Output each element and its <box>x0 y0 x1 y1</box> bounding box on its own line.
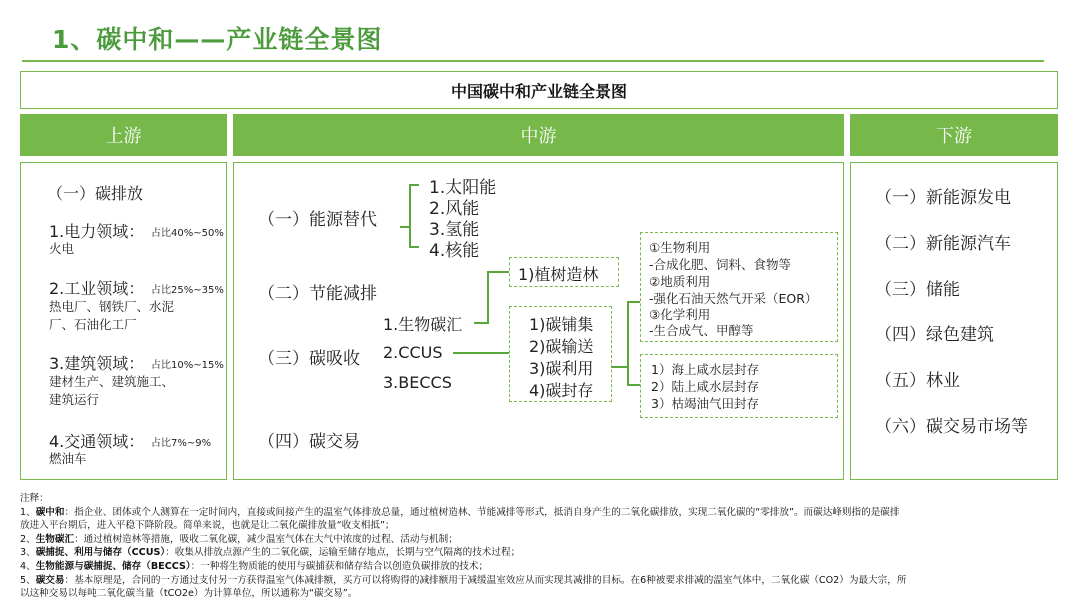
upstream-section-detail: 热电厂、钢铁厂、水泥 <box>49 299 175 314</box>
note-term: 碳中和 <box>35 506 65 518</box>
upstream-heading: （一）碳排放 <box>47 184 144 203</box>
note-row <box>20 560 1065 574</box>
midstream-category-energy: （一）能源替代 <box>258 210 377 230</box>
downstream-item: （五）林业 <box>875 371 960 391</box>
chain-title: 中国碳中和产业链全景图 <box>20 71 1058 109</box>
energy-item: 3.氢能 <box>429 220 480 240</box>
utilization-line: ①生物利用 <box>649 240 711 255</box>
connector-line <box>474 322 488 324</box>
title-divider <box>22 60 1044 62</box>
midstream-category-saving: （二）节能减排 <box>258 284 377 304</box>
page-title: 1、碳中和——产业链全景图 <box>52 25 383 54</box>
column-header-downstream: 下游 <box>850 114 1058 156</box>
note-row: 以这种交易以每吨二氧化碳当量（tCO2e）为计算单位，所以通称为“碳交易”。 <box>20 588 358 600</box>
utilization-line: -合成化肥、饲料、食物等 <box>649 257 792 272</box>
ccus-step: 4)碳封存 <box>529 381 594 400</box>
connector-line <box>409 246 419 248</box>
connector-line <box>487 271 489 324</box>
downstream-item: （四）绿色建筑 <box>875 325 994 345</box>
upstream-section-detail: 厂、石油化工厂 <box>49 317 137 332</box>
column-header-upstream: 上游 <box>20 114 227 156</box>
energy-item: 2.风能 <box>429 199 480 219</box>
column-header-midstream: 中游 <box>233 114 844 156</box>
utilization-box <box>640 232 838 342</box>
upstream-section-share: 占比25%~35% <box>151 285 224 296</box>
utilization-line: ②地质利用 <box>649 274 711 289</box>
upstream-section-detail: 火电 <box>49 241 75 256</box>
utilization-line: -强化石油天然气开采（EOR） <box>649 291 818 306</box>
upstream-section-title: 1.电力领域： <box>49 222 145 241</box>
absorption-item: 2.CCUS <box>383 343 443 362</box>
energy-item: 1.太阳能 <box>429 178 497 198</box>
downstream-item: （六）碳交易市场等 <box>875 417 1028 437</box>
utilization-line: -生合成气、甲醇等 <box>649 323 754 338</box>
note-text: ：通过植树造林等措施，吸收二氧化碳，减少温室气体在大气中浓度的过程、活动与机制； <box>74 533 458 545</box>
note-row <box>20 546 1065 560</box>
storage-line: 1）海上咸水层封存 <box>651 362 759 377</box>
note-row: 放进入平台期后，进入平稳下降阶段。简单来说，也就是让二氧化碳排放量“收支相抵”； <box>20 520 395 532</box>
downstream-panel <box>850 162 1058 480</box>
connector-line <box>627 384 640 386</box>
upstream-section-share: 占比40%~50% <box>151 228 224 239</box>
notes-section <box>20 492 1065 601</box>
upstream-section-title: 4.交通领域： <box>49 432 145 451</box>
storage-line: 2）陆上咸水层封存 <box>651 379 759 394</box>
connector-line <box>627 301 640 303</box>
note-index: 2、 <box>20 533 36 545</box>
midstream-category-trading: （四）碳交易 <box>258 432 360 452</box>
midstream-category-absorption: （三）碳吸收 <box>258 349 360 369</box>
energy-item: 4.核能 <box>429 241 480 261</box>
upstream-section-share: 占比10%~15% <box>151 360 224 371</box>
upstream-section-title: 2.工业领域： <box>49 279 145 298</box>
note-row <box>20 533 1065 547</box>
note-term: 碳捕捉、利用与储存（CCUS） <box>35 547 166 559</box>
upstream-panel <box>20 162 227 480</box>
note-text: ：基本原理是，合同的一方通过支付另一方获得温室气体减排额，买方可以将购得的减排额用于减缓温室效应从而实现其减排的目标。在6种被要求排减的温室气体中，二氧化碳（CO2）为最大宗，所 <box>64 574 907 586</box>
upstream-section-detail: 建筑运行 <box>49 392 100 407</box>
upstream-section-detail: 建材生产、建筑施工、 <box>49 374 175 389</box>
connector-line <box>627 301 629 386</box>
note-text: ：收集从排放点源产生的二氧化碳，运输至储存地点，长期与空气隔离的技术过程； <box>165 547 521 559</box>
connector-line <box>453 352 509 354</box>
downstream-item: （一）新能源发电 <box>875 188 1011 208</box>
absorption-item: 1.生物碳汇 <box>383 315 463 334</box>
upstream-section-title: 3.建筑领域： <box>49 354 145 373</box>
note-term: 生物碳汇 <box>35 533 75 545</box>
note-row <box>20 506 1065 520</box>
upstream-section-detail: 燃油车 <box>49 451 87 466</box>
note-row <box>20 574 1065 588</box>
storage-line: 3）枯竭油气田封存 <box>651 396 759 411</box>
connector-line <box>487 271 509 273</box>
downstream-item: （三）储能 <box>875 280 960 300</box>
downstream-item: （二）新能源汽车 <box>875 234 1011 254</box>
utilization-line: ③化学利用 <box>649 307 711 322</box>
note-text: ：一种将生物质能的使用与碳捕获和储存结合以创造负碳排放的技术； <box>190 560 489 572</box>
note-index: 5、 <box>20 574 36 586</box>
absorption-item: 3.BECCS <box>383 373 452 392</box>
connector-line <box>409 184 411 248</box>
notes-header: 注释： <box>20 493 49 504</box>
ccus-step: 1)碳铺集 <box>529 315 594 334</box>
upstream-section-share: 占比7%~9% <box>151 438 212 449</box>
note-term: 碳交易 <box>35 574 65 586</box>
connector-line <box>611 366 628 368</box>
note-index: 4、 <box>20 560 36 572</box>
ccus-step: 3)碳利用 <box>529 359 594 378</box>
afforestation-label: 1)植树造林 <box>518 265 599 284</box>
storage-box <box>640 354 838 418</box>
note-term: 生物能源与碳捕捉、储存（BECCS） <box>35 560 191 572</box>
ccus-step: 2)碳输送 <box>529 337 594 356</box>
connector-line <box>409 184 419 186</box>
note-index: 1、 <box>20 506 36 518</box>
ccus-steps-box <box>509 306 612 402</box>
note-index: 3、 <box>20 547 36 559</box>
afforestation-box <box>509 257 619 287</box>
note-text: ：指企业、团体或个人测算在一定时间内，直接或间接产生的温室气体排放总量，通过植树造林、节能减排等形式，抵消自身产生的二氧化碳排放，实现二氧化碳的“零排放”。而碳达峰则指的是碳排 <box>64 506 900 518</box>
